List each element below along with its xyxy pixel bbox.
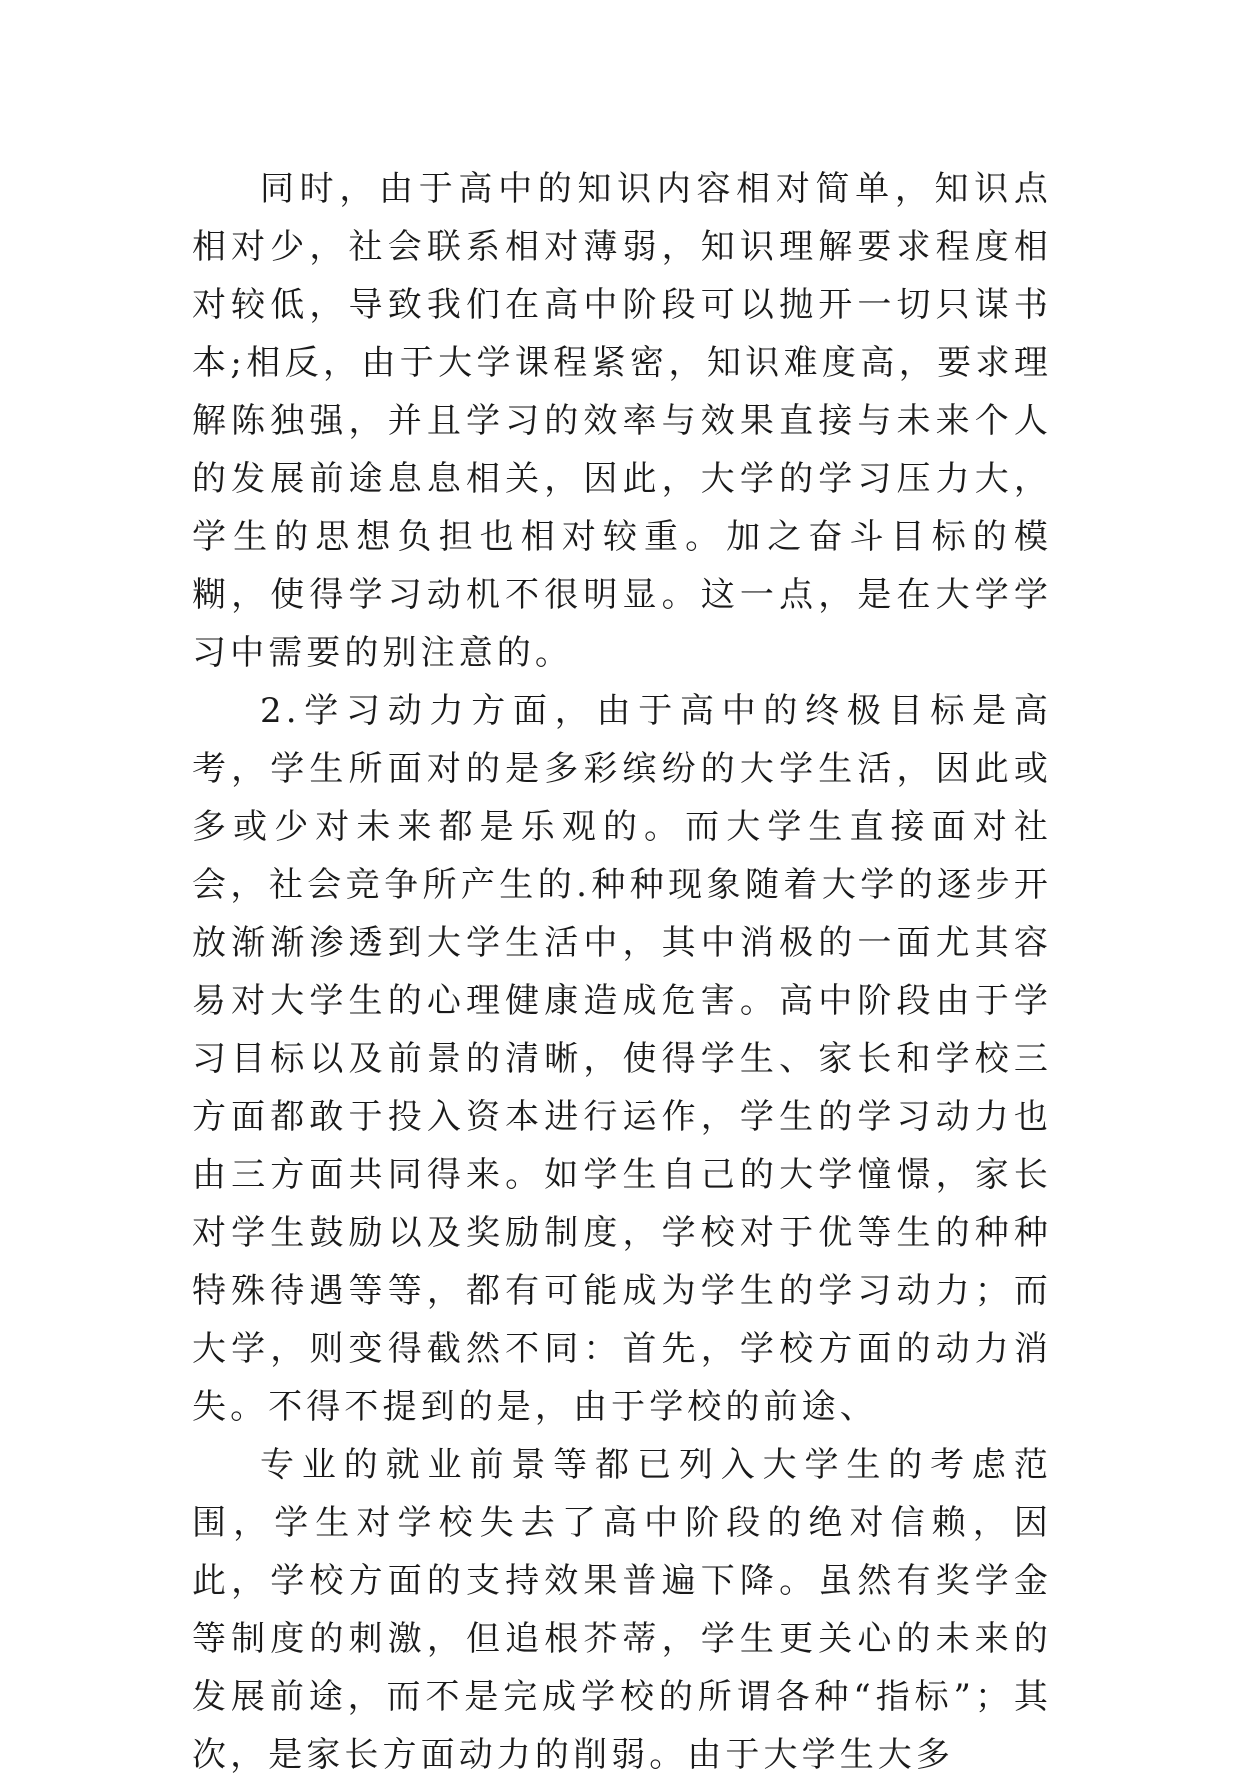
paragraph: 同时，由于高中的知识内容相对简单，知识点相对少，社会联系相对薄弱，知识理解要求程度相对较低，导致我们在高中阶段可以抛开一切只谋书本;相反，由于大学课程紧密，知识难度高，要求理解陈独强，并且学习的效率与效果直接与未来个人的发展前途息息相关，因此，大学的学习压力大，学生的思想负担也相对较重。加之奋斗目标的模糊，使得学习动机不很明显。这一点，是在大学学习中需要的别注意的。: [192, 169, 1052, 673]
paragraph: 2.学习动力方面，由于高中的终极目标是高考，学生所面对的是多彩缤纷的大学生活，因此或多或少对未来都是乐观的。而大学生直接面对社会，社会竞争所产生的.种种现象随着大学的逐步开放渐渐渗透到大学生活中，其中消极的一面尤其容易对大学生的心理健康造成危害。高中阶段由于学习目标以及前景的清晰，使得学生、家长和学校三方面都敢于投入资本进行运作，学生的学习动力也由三方面共同得来。如学生自己的大学憧憬，家长对学生鼓励以及奖励制度，学校对于优等生的种种特殊待遇等等，都有可能成为学生的学习动力；而大学，则变得截然不同：首先，学校方面的动力消失。不得不提到的是，由于学校的前途、: [192, 691, 1052, 1427]
paragraph: 专业的就业前景等都已列入大学生的考虑范围，学生对学校失去了高中阶段的绝对信赖，因此，学校方面的支持效果普遍下降。虽然有奖学金等制度的刺激，但追根芥蒂，学生更关心的未来的发展前途，而不是完成学校的所谓各种“指标”；其次，是家长方面动力的削弱。由于大学生大多: [192, 1445, 1052, 1775]
document-body: [192, 160, 1052, 1784]
